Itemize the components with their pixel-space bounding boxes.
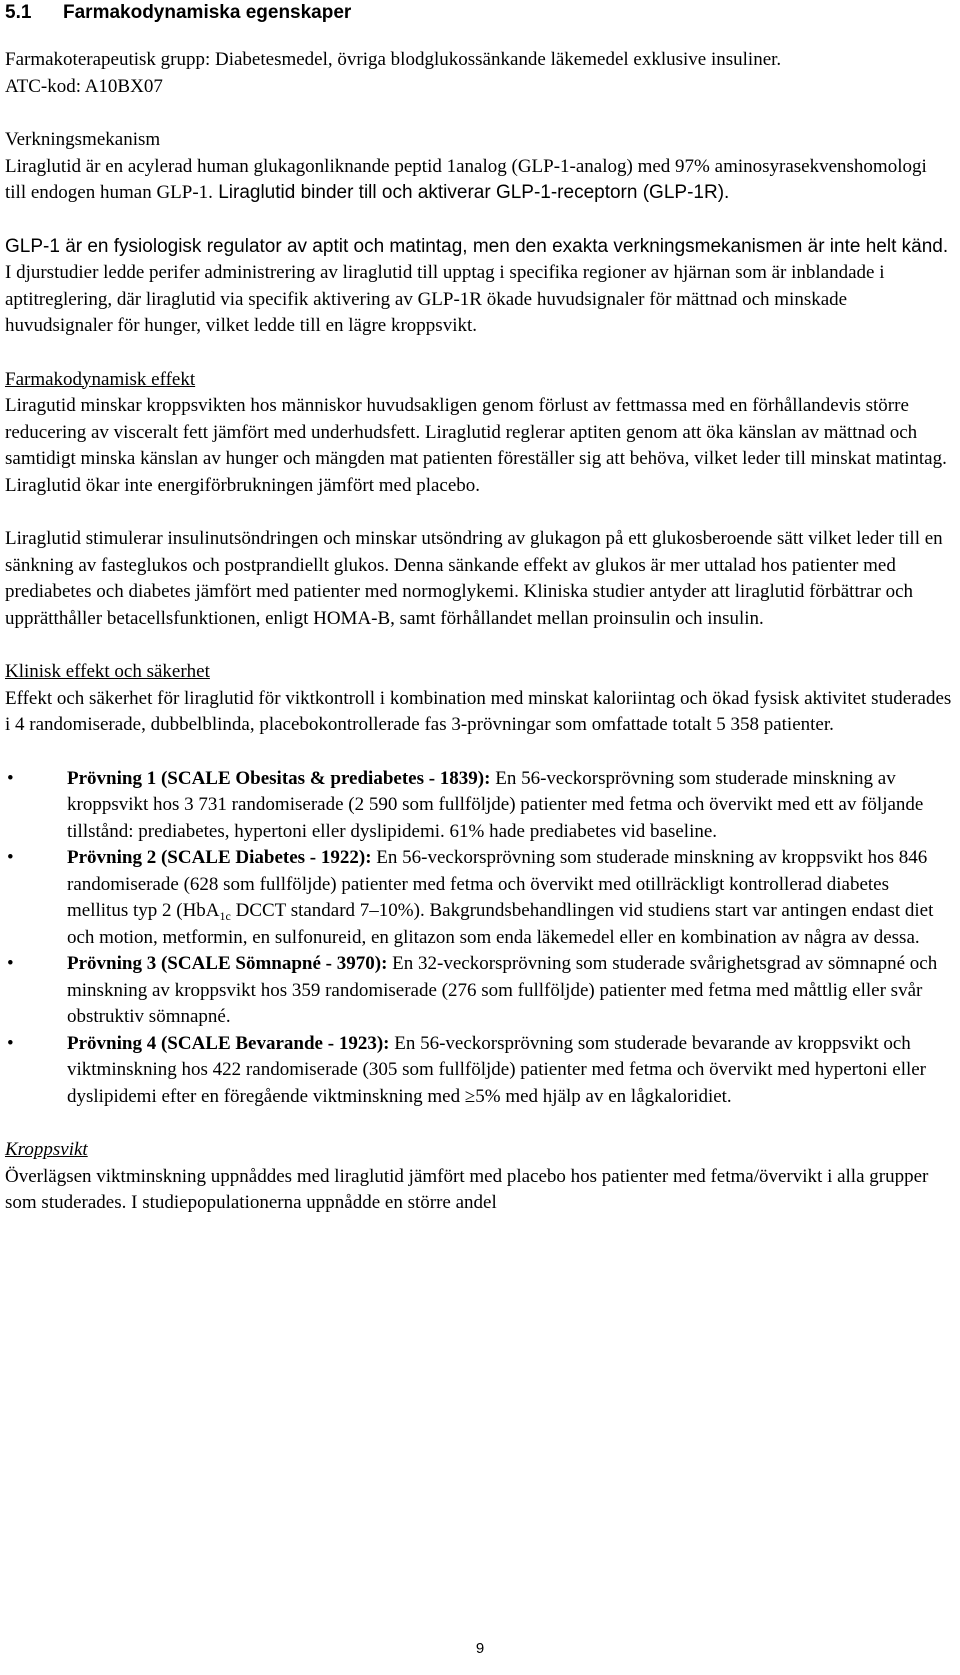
bullet-icon: • — [7, 1032, 14, 1054]
bullet-icon: • — [7, 953, 14, 974]
trial-list — [5, 766, 952, 1111]
body-weight-paragraph: Överlägsen viktminskning uppnåddes med liraglutid jämfört med placebo hos patienter med fetma/övervikt i alla grupper som studerades. I studiepopulationerna uppnådde en större andel — [5, 1165, 929, 1213]
atc-code: ATC-kod: A10BX07 — [5, 75, 163, 97]
bullet-icon: • — [7, 767, 14, 789]
mechanism-paragraph-1 — [5, 154, 952, 207]
trial-text: En 56-veckorsprövning som studerade minskning av kroppsvikt hos 846 randomiserade (628 som fullföljde) patienter med fetma och övervikt med otillräckligt kontrollerad diabetes mellitus typ 2 (HbA — [67, 847, 928, 921]
clinical-heading: Klinisk effekt och säkerhet — [5, 661, 210, 682]
trial-text: En 56-veckorsprövning som studerade minskning av kroppsvikt hos 3 731 randomiserade (2 590 som fullföljde) patienter med fetma och övervikt med ett av följande tillstånd: prediabetes, hypertoni eller dyslipidemi. 61% hade prediabetes vid baseline. — [67, 767, 924, 842]
list-item — [5, 766, 952, 846]
pd-effect-paragraph-1: Liragutid minskar kroppsvikten hos människor huvudsakligen genom förlust av fettmassa med en förhållandevis större reducering av visceralt fett jämfört med underhudsfett. Liraglutid reglerar aptiten genom att öka känslan av mättnad och samtidigt minska känslan av hunger och mängden mat patienten föreställer sig att behöva, vilket leder till minskat matintag. Liraglutid ökar inte energiförbrukningen jämfört med placebo. — [5, 395, 947, 496]
mechanism-p2-part-b: I djurstudier ledde perifer administrering av liraglutid till upptag i specifika regioner av hjärnan som är inblandade i aptitreglering, där liraglutid via specifik aktivering av GLP-1R ökade huvudsignaler för mättnad och minskade huvudsignaler för hunger, vilket ledde till en lägre kroppsvikt. — [5, 262, 885, 336]
mechanism-heading: Verkningsmekanism — [5, 129, 161, 150]
page-number: 9 — [475, 1640, 485, 1657]
trial-title: Prövning 4 (SCALE Bevarande - 1923): — [67, 1032, 390, 1054]
trial-subscript: 1c — [219, 909, 231, 923]
list-item — [5, 1031, 952, 1111]
list-item — [5, 845, 952, 951]
trial-text-continued: DCCT standard 7–10%). Bakgrundsbehandlingen vid studiens start var antingen endast diet och motion, metformin, en sulfonureid, en glitazon som enda läkemedel eller en kombination av några av dessa. — [67, 900, 934, 948]
section-number: 5.1 — [5, 2, 32, 23]
section-title: Farmakodynamiska egenskaper — [63, 2, 352, 23]
clinical-intro: Effekt och säkerhet för liraglutid för viktkontroll i kombination med minskat kaloriintag och ökad fysisk aktivitet studerades i 4 randomiserade, dubbelblinda, placebokontrollerade fas 3-prövningar som omfattade totalt 5 358 patienter. — [5, 687, 952, 735]
bullet-icon: • — [7, 847, 14, 868]
trial-title: Prövning 3 (SCALE Sömnapné - 3970): — [67, 953, 388, 974]
mechanism-paragraph-2 — [5, 234, 952, 340]
mechanism-p2-part-a: GLP-1 är en fysiologisk regulator av aptit och matintag, men den exakta verkningsmekanismen är inte helt känd. — [5, 235, 949, 257]
mechanism-p1-part-b: Liraglutid binder till och aktiverar GLP-1-receptorn (GLP-1R). — [212, 182, 730, 203]
pd-effect-heading: Farmakodynamisk effekt — [5, 368, 196, 390]
body-weight-heading: Kroppsvikt — [5, 1139, 88, 1160]
therapeutic-group: Farmakoterapeutisk grupp: Diabetesmedel, övriga blodglukossänkande läkemedel exklusive insuliner. — [5, 49, 782, 70]
mechanism-p1-part-a: Liraglutid är en acylerad human glukagonliknande peptid 1analog (GLP-1-analog) med 97% aminosyrasekvenshomologi till endogen human GLP-1. — [5, 155, 927, 203]
trial-title: Prövning 2 (SCALE Diabetes - 1922): — [67, 847, 372, 868]
trial-text: En 32-veckorsprövning som studerade svårighetsgrad av sömnapné och minskning av kroppsvikt hos 359 randomiserade (276 som fullföljde) patienter med fetma med måttlig eller svår obstruktiv sömnapné. — [67, 953, 938, 1027]
section-heading — [5, 0, 952, 25]
trial-title: Prövning 1 (SCALE Obesitas & prediabetes - 1839): — [67, 767, 491, 789]
trial-text: En 56-veckorsprövning som studerade bevarande av kroppsvikt och viktminskning hos 422 randomiserade (305 som fullföljde) patienter med fetma och övervikt med hypertoni eller dyslipidemi efter en föregående viktminskning med ≥5% med hjälp av en lågkaloridiet. — [67, 1032, 927, 1107]
list-item — [5, 951, 952, 1031]
pd-effect-paragraph-2: Liraglutid stimulerar insulinutsöndringen och minskar utsöndring av glukagon på ett glukosberoende sätt vilket leder till en sänkning av fasteglukos och postprandiellt glukos. Denna sänkande effekt av glukos är mer uttalad hos patienter med prediabetes och diabetes jämfört med patienter med normoglykemi. Kliniska studier antyder att liraglutid förbättrar och upprätthåller betacellsfunktionen, enligt HOMA-B, samt förhållandet mellan proinsulin och insulin. — [5, 528, 943, 629]
